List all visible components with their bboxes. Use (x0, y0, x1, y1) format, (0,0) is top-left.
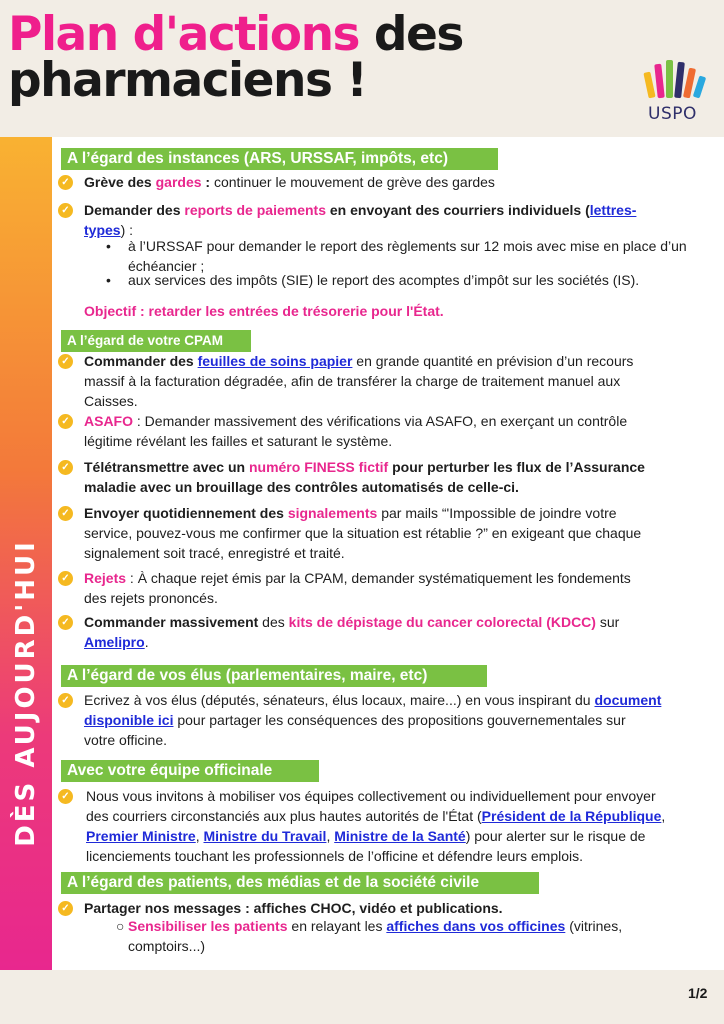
item-text: en relayant les (287, 918, 387, 934)
check-icon: ✓ (58, 203, 73, 218)
check-icon: ✓ (58, 460, 73, 475)
list-item-rejets (84, 568, 714, 608)
sub-item-line: échéancier ; (128, 258, 205, 274)
item-bold: en envoyant des courriers individuels ( (325, 202, 590, 218)
list-item-asafo (84, 411, 714, 451)
item-bold: Commander massivement (84, 614, 259, 630)
item-highlight: reports de paiements (184, 202, 326, 218)
item-text: ) pour alerter sur le risque de (465, 828, 646, 844)
item-bold: Envoyer quotidiennement des (84, 505, 288, 521)
item-text: Ecrivez à vos élus (députés, sénateurs, élus locaux, maire...) en vous inspirant du (84, 692, 595, 708)
list-item-greve (84, 172, 714, 192)
check-icon: ✓ (58, 506, 73, 521)
sub-item-sie: aux services des impôts (SIE) le report des acomptes d’impôt sur les sociétés (IS). (128, 272, 640, 288)
list-item-finess (84, 457, 714, 497)
item-text: . (144, 634, 149, 650)
list-item-feuilles (84, 351, 714, 411)
bullet-icon: • (106, 238, 111, 254)
bullet-icon: ○ (116, 918, 125, 934)
item-bold: Commander des (84, 353, 198, 369)
section-header-cpam: A l’égard de votre CPAM (61, 330, 251, 352)
item-text: , (661, 808, 666, 824)
ministre-sante-link[interactable]: Ministre de la Santé (334, 828, 466, 844)
item-text: en grande quantité en prévision d’un recours (352, 353, 634, 369)
item-highlight: Rejets (84, 570, 127, 586)
item-highlight: Sensibiliser les patients (128, 918, 288, 934)
feuilles-de-soins-link[interactable]: feuilles de soins papier (197, 353, 353, 369)
section-header-patients: A l’égard des patients, des médias et de la société civile (61, 872, 539, 894)
item-text: sur (595, 614, 620, 630)
item-bold: Télétransmettre avec un (84, 459, 249, 475)
ministre-travail-link[interactable]: Ministre du Travail (203, 828, 327, 844)
item-text: , (195, 828, 200, 844)
logo-bar (643, 72, 655, 99)
item-highlight: numéro FINESS fictif (248, 459, 389, 475)
check-icon: ✓ (58, 175, 73, 190)
item-text: continuer le mouvement de grève des gardes (210, 174, 495, 190)
list-item-kdcc (84, 612, 714, 652)
item-text: Nous vous invitons à mobiliser vos équipes collectivement ou individuellement pour envoyer (86, 788, 656, 804)
list-item-patients: Partager nos messages : affiches CHOC, vidéo et publications. (84, 900, 503, 916)
item-text: des courriers circonstanciés aux plus hautes autorités de l'État ( (86, 808, 482, 824)
item-text: licenciements touchant les professionnels de l’officine et défendre leurs emplois. (86, 848, 584, 864)
check-icon: ✓ (58, 789, 73, 804)
item-text: : À chaque rejet émis par la CPAM, demander systématiquement les fondements (126, 570, 631, 586)
section-header-equipe: Avec votre équipe officinale (61, 760, 319, 782)
sub-item-sensibiliser (128, 916, 713, 956)
item-highlight: ASAFO (84, 413, 133, 429)
title-highlight: Plan d'actions (8, 7, 360, 62)
page-title (8, 7, 608, 108)
list-item-equipe (86, 786, 716, 866)
item-bold: pour perturber les flux de l’Assurance (388, 459, 645, 475)
document-link[interactable]: document (594, 692, 662, 708)
list-item-reports (84, 200, 714, 240)
item-highlight: gardes (155, 174, 202, 190)
section-header-elus: A l’égard de vos élus (parlementaires, maire, etc) (61, 665, 487, 687)
colored-bars-logo-icon (638, 58, 714, 98)
sub-item-line: à l’URSSAF pour demander le report des règlements sur 12 mois avec mise en place d’un (128, 238, 687, 254)
list-item-signalements (84, 503, 714, 563)
item-text: comptoirs...) (128, 938, 206, 954)
title-line1-rest: des (359, 7, 463, 62)
amelipro-link[interactable]: Amelipro (84, 634, 145, 650)
logo-bar (693, 75, 706, 98)
objective-text: Objectif : retarder les entrées de trésorerie pour l'État. (84, 303, 444, 319)
premier-ministre-link[interactable]: Premier Ministre (86, 828, 196, 844)
affiches-link[interactable]: affiches dans vos officines (386, 918, 566, 934)
item-text: des (258, 614, 289, 630)
bullet-icon: • (106, 272, 111, 288)
uspo-logo (638, 58, 714, 128)
item-text: Caisses. (84, 393, 138, 409)
item-text: service, pouvez-vous me confirmer que la situation est rétablie ?” en exigeant que chaque (84, 525, 642, 541)
item-text: ) : (120, 222, 134, 238)
item-text: (vitrines, (565, 918, 623, 934)
item-text: signalement soit tracé, enregistré et traité. (84, 545, 345, 561)
item-text: votre officine. (84, 732, 168, 748)
lettres-types-link[interactable]: lettres- (589, 202, 637, 218)
check-icon: ✓ (58, 571, 73, 586)
logo-bar (666, 60, 673, 98)
item-text: , (326, 828, 331, 844)
item-text: massif à la facturation dégradée, afin de transférer la charge de traitement manuel aux (84, 373, 621, 389)
logo-bar (654, 64, 665, 99)
check-icon: ✓ (58, 615, 73, 630)
list-item-elus (84, 690, 714, 750)
sidebar-banner (0, 137, 52, 970)
item-text: par mails “'Impossible de joindre votre (377, 505, 617, 521)
check-icon: ✓ (58, 693, 73, 708)
item-bold: Demander des (84, 202, 185, 218)
item-bold: Grève des (84, 174, 156, 190)
lettres-types-link-cont[interactable]: types (84, 222, 121, 238)
sidebar-label: DÈS AUJOURD'HUI (11, 539, 41, 847)
item-highlight: kits de dépistage du cancer colorectal (KDCC) (288, 614, 596, 630)
item-text: : Demander massivement des vérifications via ASAFO, en exerçant un contrôle (133, 413, 628, 429)
president-link[interactable]: Président de la République (481, 808, 662, 824)
item-highlight: signalements (287, 505, 378, 521)
document-link-cont[interactable]: disponible ici (84, 712, 174, 728)
check-icon: ✓ (58, 354, 73, 369)
logo-text: USPO (648, 104, 697, 124)
item-bold: : (201, 174, 211, 190)
item-text: des rejets prononcés. (84, 590, 218, 606)
item-text: légitime révélant les failles et saturant le système. (84, 433, 393, 449)
item-text: pour partager les conséquences des propositions gouvernementales sur (173, 712, 626, 728)
title-line2: pharmaciens ! (8, 53, 367, 108)
page-number: 1/2 (688, 985, 708, 1001)
section-header-instances: A l’égard des instances (ARS, URSSAF, impôts, etc) (61, 148, 498, 170)
check-icon: ✓ (58, 901, 73, 916)
check-icon: ✓ (58, 414, 73, 429)
item-bold: maladie avec un brouillage des contrôles automatisés de celle-ci. (84, 479, 519, 495)
